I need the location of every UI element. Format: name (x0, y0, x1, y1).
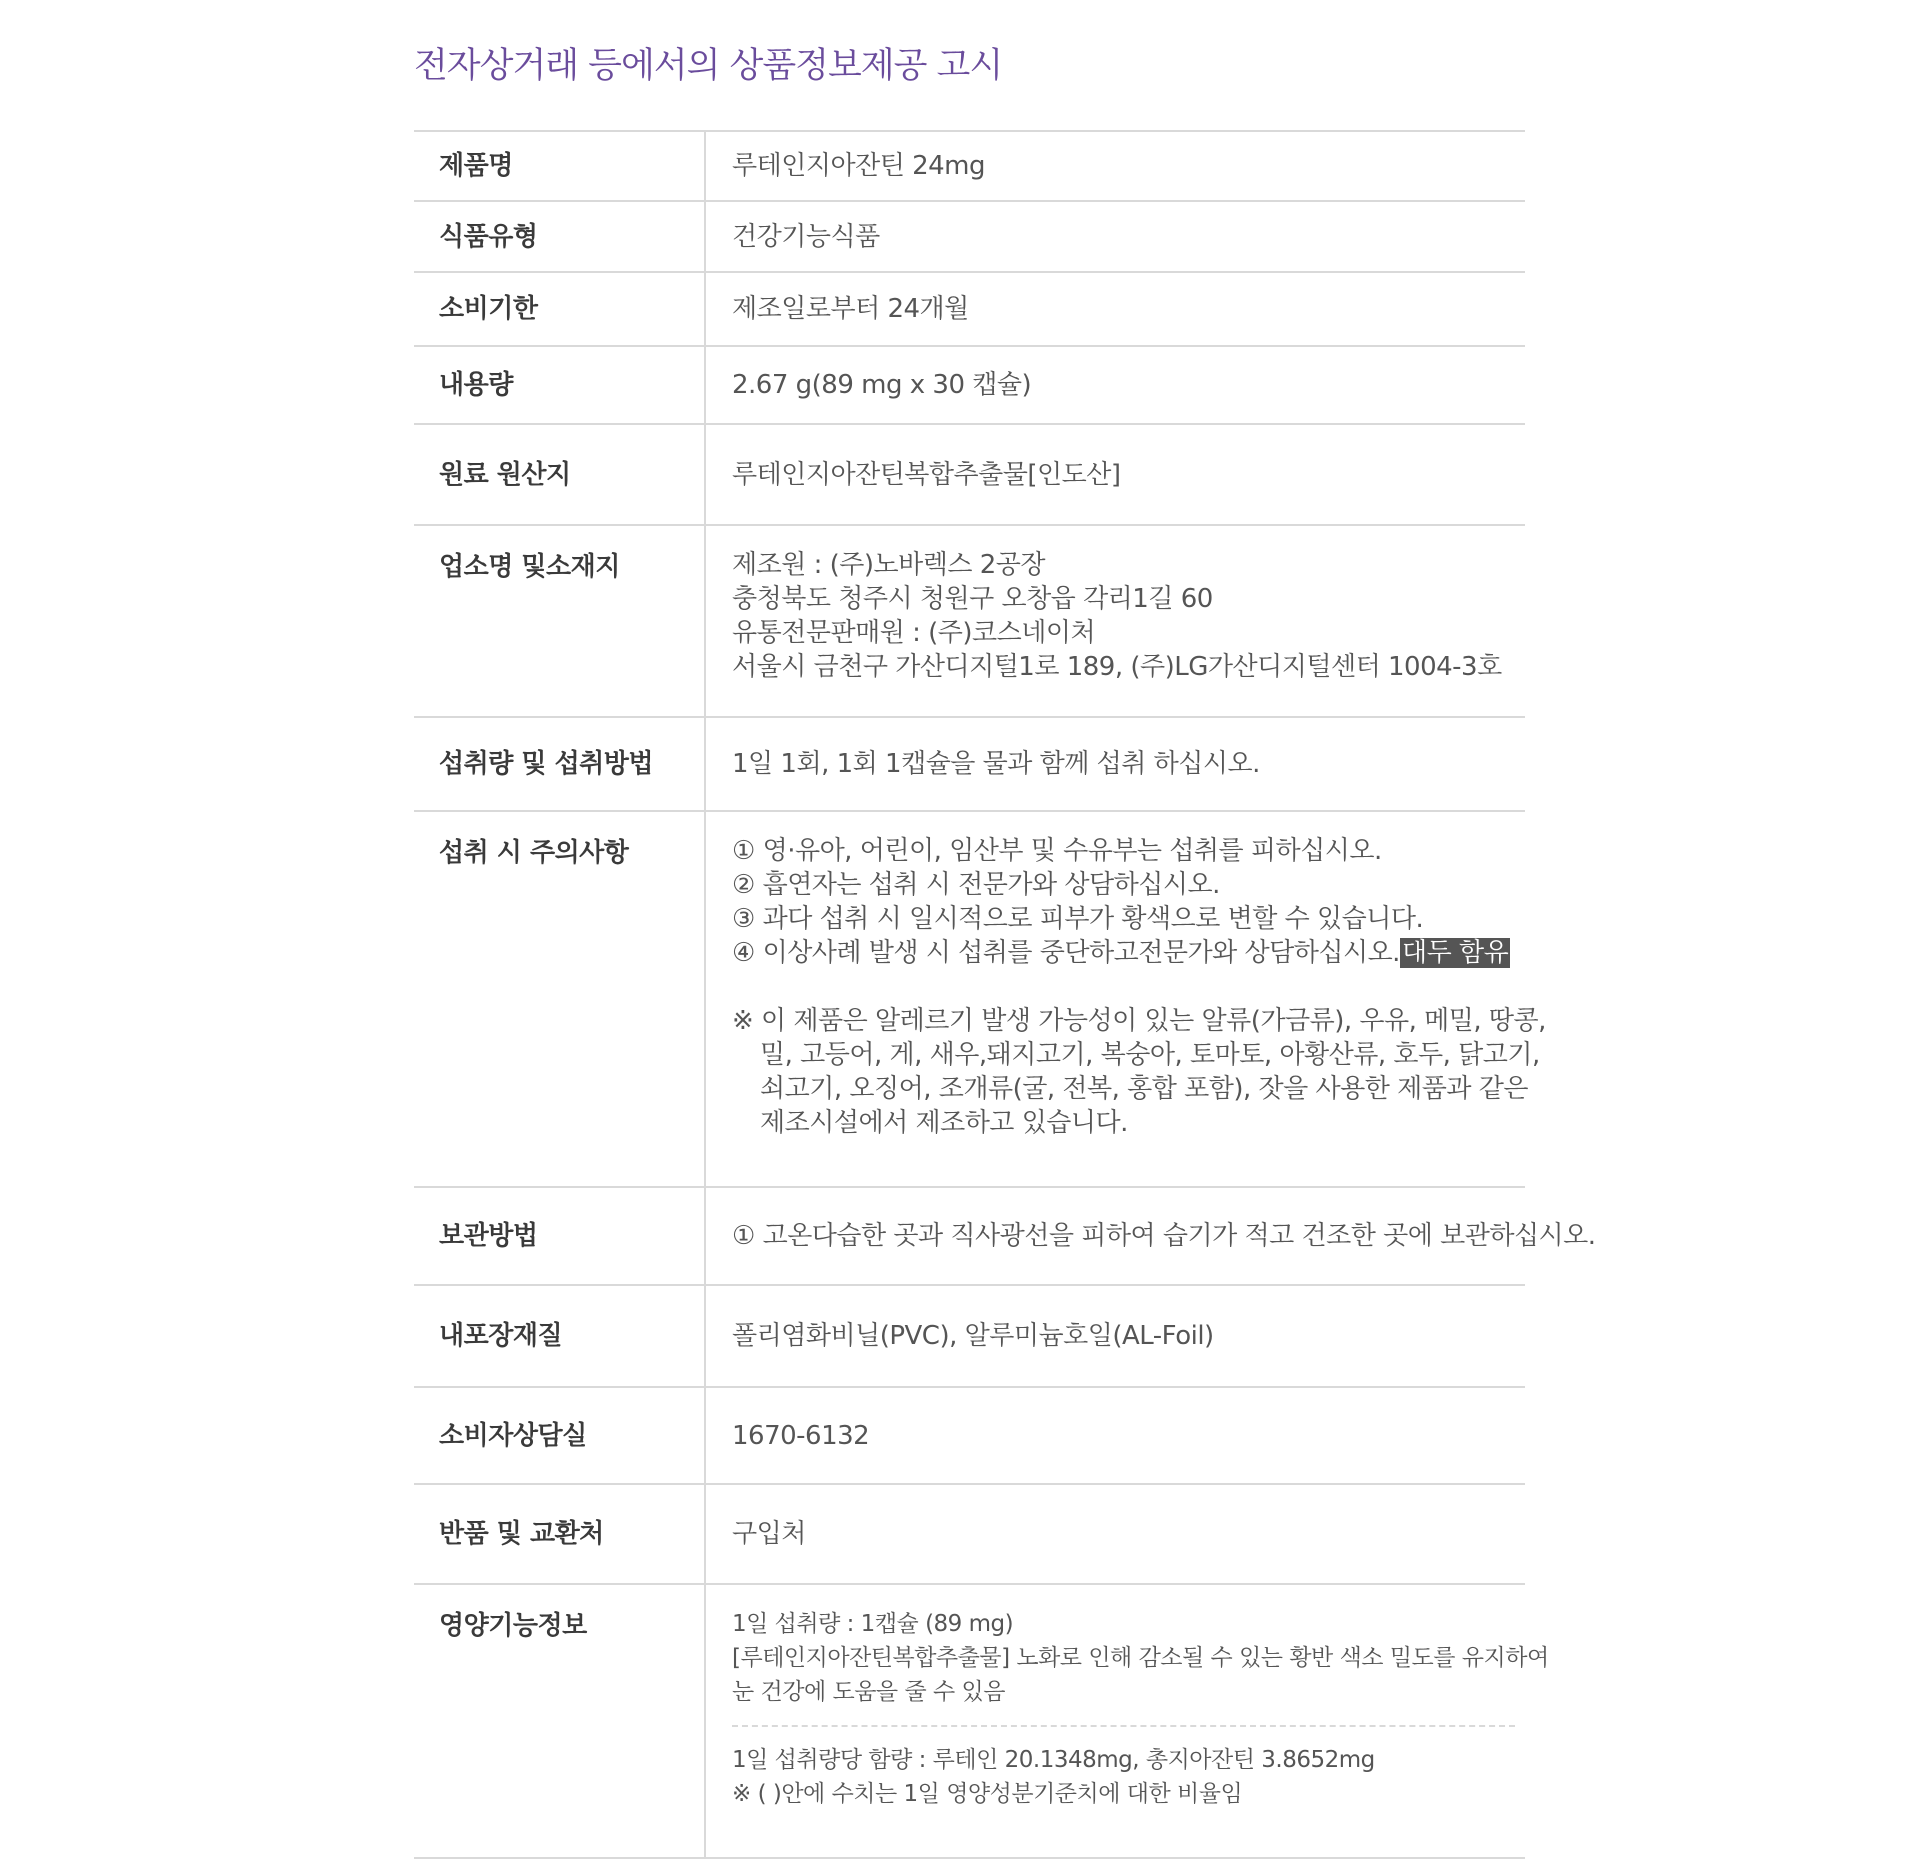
caution-line: ② 흡연자는 섭취 시 전문가와 상담하십시오. (732, 870, 1220, 900)
nutrition-line: 눈 건강에 도움을 줄 수 있음 (732, 1679, 1005, 1705)
value-product-name: 루테인지아잔틴 24mg (705, 131, 1525, 201)
row-business (414, 525, 1525, 717)
value-business (705, 525, 1525, 717)
label-nutrition: 영양기능정보 (414, 1584, 705, 1858)
label-packaging: 내포장재질 (414, 1285, 705, 1387)
row-caution (414, 811, 1525, 1187)
page-title: 전자상거래 등에서의 상품정보제공 고시 (414, 46, 1003, 86)
allergy-line: 제조시설에서 제조하고 있습니다. (760, 1108, 1128, 1138)
caution-line-4 (732, 936, 1515, 970)
nutrition-line: 1일 섭취량 : 1캡슐 (89 mg) (732, 1611, 1014, 1637)
allergy-line: 밀, 고등어, 게, 새우,돼지고기, 복숭아, 토마토, 아황산류, 호두, 닭고기, (760, 1040, 1540, 1070)
product-info-table (414, 130, 1596, 1859)
row-origin (414, 424, 1525, 525)
value-storage: ① 고온다습한 곳과 직사광선을 피하여 습기가 적고 건조한 곳에 보관하십시오. (705, 1187, 1525, 1285)
value-expiry: 제조일로부터 24개월 (705, 272, 1525, 346)
value-consumer-center: 1670-6132 (705, 1387, 1525, 1484)
value-food-type: 건강기능식품 (705, 201, 1525, 272)
allergy-line: 쇠고기, 오징어, 조개류(굴, 전복, 홍합 포함), 잣을 사용한 제품과 같은 (760, 1074, 1529, 1104)
value-nutrition (705, 1584, 1549, 1858)
business-line: 충청북도 청주시 청원구 오창읍 각리1길 60 (732, 584, 1213, 614)
value-origin: 루테인지아잔틴복합추출물[인도산] (705, 424, 1525, 525)
soy-highlight-badge: 대두 함유 (1401, 938, 1509, 968)
value-packaging: 폴리염화비닐(PVC), 알루미늄호일(AL-Foil) (705, 1285, 1525, 1387)
label-content-amount: 내용량 (414, 346, 705, 424)
row-return (414, 1484, 1525, 1584)
row-expiry (414, 272, 1525, 346)
label-consumer-center: 소비자상담실 (414, 1387, 705, 1484)
label-storage: 보관방법 (414, 1187, 705, 1285)
allergy-line: ※ 이 제품은 알레르기 발생 가능성이 있는 알류(가금류), 우유, 메밀, 땅콩, (732, 1006, 1546, 1036)
caution-line-4-text: ④ 이상사례 발생 시 섭취를 중단하고전문가와 상담하십시오. (732, 938, 1400, 968)
row-product-name (414, 131, 1525, 201)
caution-line: ① 영·유아, 어린이, 임산부 및 수유부는 섭취를 피하십시오. (732, 836, 1382, 866)
row-nutrition (414, 1584, 1525, 1858)
business-line: 서울시 금천구 가산디지털1로 189, (주)LG가산디지털센터 1004-3호 (732, 652, 1502, 682)
row-content-amount (414, 346, 1525, 424)
label-origin: 원료 원산지 (414, 424, 705, 525)
label-expiry: 소비기한 (414, 272, 705, 346)
row-packaging (414, 1285, 1525, 1387)
notice-header (414, 36, 1525, 96)
allergy-notice (732, 1004, 1546, 1140)
nutrition-content-line: 1일 섭취량당 함량 : 루테인 20.1348mg, 총지아잔틴 3.8652mg (732, 1747, 1375, 1773)
label-food-type: 식품유형 (414, 201, 705, 272)
business-line: 제조원 : (주)노바렉스 2공장 (732, 550, 1046, 580)
row-consumer-center (414, 1387, 1525, 1484)
value-content-amount: 2.67 g(89 mg x 30 캡슐) (705, 346, 1525, 424)
label-intake: 섭취량 및 섭취방법 (414, 717, 705, 811)
nutrition-line: [루테인지아잔틴복합추출물] 노화로 인해 감소될 수 있는 황반 색소 밀도를 유지하여 (732, 1645, 1549, 1671)
business-line: 유통전문판매원 : (주)코스네이처 (732, 618, 1096, 648)
value-return: 구입처 (705, 1484, 1525, 1584)
row-storage (414, 1187, 1525, 1285)
row-intake (414, 717, 1525, 811)
value-intake: 1일 1회, 1회 1캡슐을 물과 함께 섭취 하십시오. (705, 717, 1525, 811)
label-caution: 섭취 시 주의사항 (414, 811, 705, 1187)
caution-line: ③ 과다 섭취 시 일시적으로 피부가 황색으로 변할 수 있습니다. (732, 904, 1424, 934)
nutrition-content-line: ※ ( )안에 수치는 1일 영양성분기준치에 대한 비율임 (732, 1781, 1243, 1807)
label-business: 업소명 및소재지 (414, 525, 705, 717)
label-return: 반품 및 교환처 (414, 1484, 705, 1584)
row-food-type (414, 201, 1525, 272)
label-product-name: 제품명 (414, 131, 705, 201)
dashed-divider (732, 1725, 1515, 1727)
value-caution (705, 811, 1546, 1187)
